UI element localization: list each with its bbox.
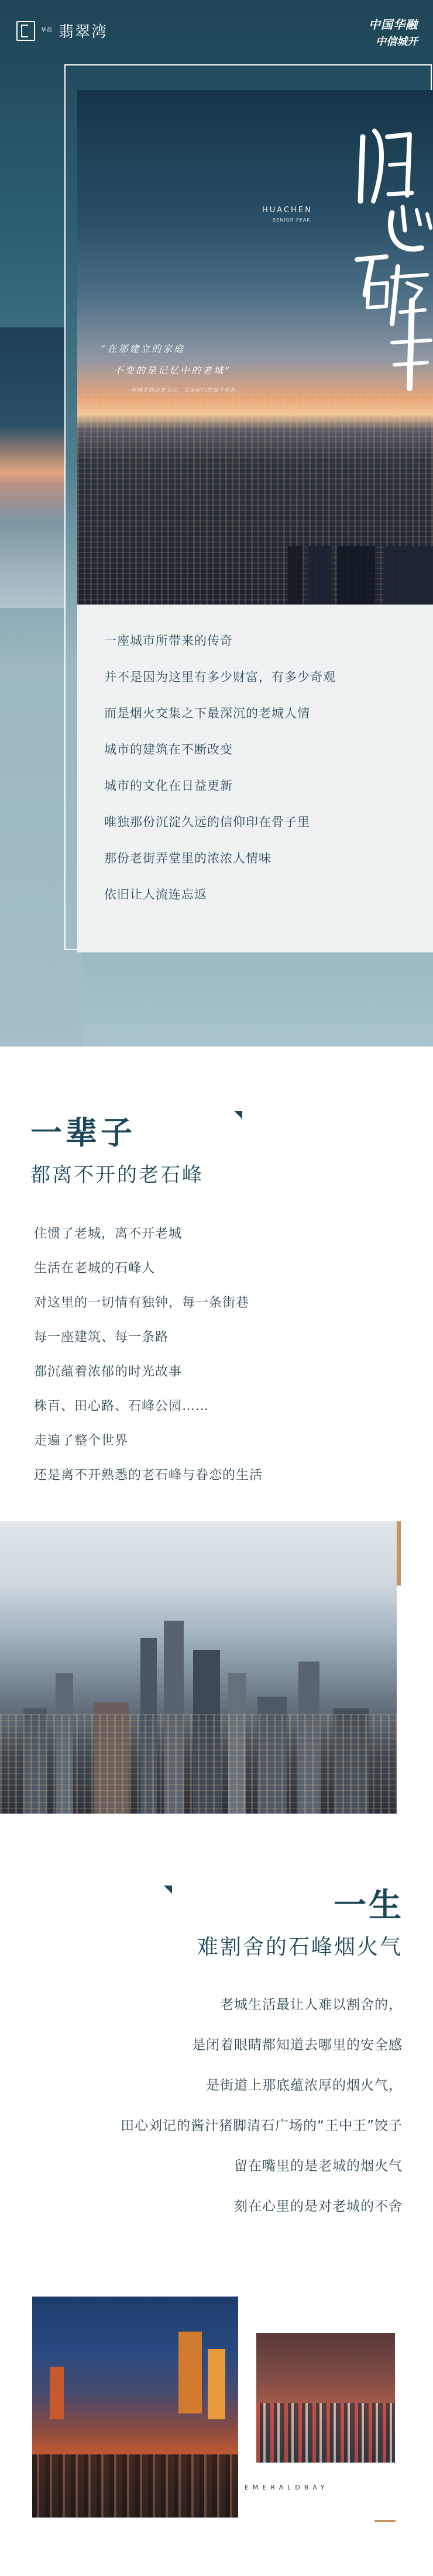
section3-line: 老城生活最让人难以割舍的， [220, 1997, 403, 2012]
story-line: 唯独那份沉淀久远的信仰印在骨子里 [104, 815, 310, 829]
section2-heading: 一辈子 [30, 1114, 136, 1151]
city-skyline-photo [0, 1521, 397, 1814]
title-english-sub: SENIOR PEAK [273, 217, 311, 223]
story-line: 而是烟火交集之下最深沉的老城人情 [104, 706, 310, 720]
story-line: 城市的文化在日益更新 [104, 779, 233, 793]
section3-line: 田心刘记的酱汁猪脚清石广场的“王中王”饺子 [121, 2118, 403, 2133]
calligraphy-title-text [351, 113, 352, 114]
market-photo [256, 2333, 395, 2463]
street-crowd [32, 2454, 238, 2518]
section2-line: 株百、田心路、石峰公园…… [34, 1399, 209, 1414]
section2-line: 都沉蕴着浓郁的时光故事 [34, 1365, 183, 1379]
partner-line-2: 中信城开 [376, 36, 418, 48]
story-line: 并不是因为这里有多少财富，有多少奇观 [104, 670, 336, 684]
accent-bar [397, 1521, 401, 1586]
corner-mark-icon [164, 1886, 172, 1894]
story-panel [77, 605, 433, 952]
title-english: HUACHEN [262, 206, 312, 215]
quote-line-2: 不变的是记忆中的老城” [114, 365, 232, 376]
section2-line: 还是离不开熟悉的老石峰与眷恋的生活 [34, 1468, 263, 1483]
story-line: 依旧让人流连忘返 [104, 888, 207, 902]
partner-logo [369, 15, 418, 49]
section2-line: 走遍了整个世界 [34, 1434, 129, 1448]
section2-line: 对这里的一切情有独钟，每一条街巷 [34, 1296, 250, 1310]
story-line: 一座城市所带来的传奇 [104, 634, 233, 648]
city-lights [0, 1714, 397, 1814]
section3-heading: 一生 [334, 1887, 404, 1925]
calligraphy-title [351, 113, 433, 400]
market-crowd [256, 2403, 395, 2463]
section2-line: 生活在老城的石峰人 [34, 1261, 156, 1276]
hero-quote [101, 341, 323, 393]
city-towers [288, 546, 433, 605]
brand-small-text: 华晨 [41, 27, 53, 33]
footer-word: EMERALDBAY [245, 2484, 329, 2491]
shop-sign [208, 2349, 225, 2419]
calligraphy-strokes [351, 113, 433, 400]
partner-line-1: 中国华融 [369, 18, 418, 32]
shop-sign [50, 2367, 64, 2419]
section2-line: 住惯了老城，离不开老城 [34, 1227, 183, 1241]
section3-line: 留在嘴里的是老城的烟火气 [234, 2159, 403, 2174]
story-line: 那份老街弄堂里的浓浓人情味 [104, 851, 272, 865]
quote-caption: 一座城市的历史变迁，见证时代的每个转折 [125, 388, 237, 393]
brand-name: 翡翠湾 [59, 23, 108, 41]
accent-bar [374, 2520, 396, 2522]
section3-line: 刻在心里的是对老城的不舍 [234, 2199, 403, 2214]
brand-mark-icon [16, 21, 35, 41]
section2-subheading: 都离不开的老石峰 [30, 1163, 204, 1187]
section3-line: 是街道上那底蕴浓厚的烟火气， [206, 2078, 403, 2093]
shop-sign [178, 2332, 202, 2413]
section3-line: 是闭着眼睛都知道去哪里的安全感 [192, 2038, 403, 2053]
section2-line: 每一座建筑、每一条路 [34, 1330, 169, 1345]
section3-subheading: 难割舍的石峰烟火气 [197, 1935, 403, 1959]
hero-city-photo [77, 90, 433, 605]
corner-mark-icon [234, 1111, 242, 1119]
quote-line-1: “在那建立的家庭 [101, 343, 185, 354]
brand-logo [16, 20, 108, 42]
story-line: 城市的建筑在不断改变 [104, 743, 233, 757]
street-photo [32, 2297, 238, 2518]
